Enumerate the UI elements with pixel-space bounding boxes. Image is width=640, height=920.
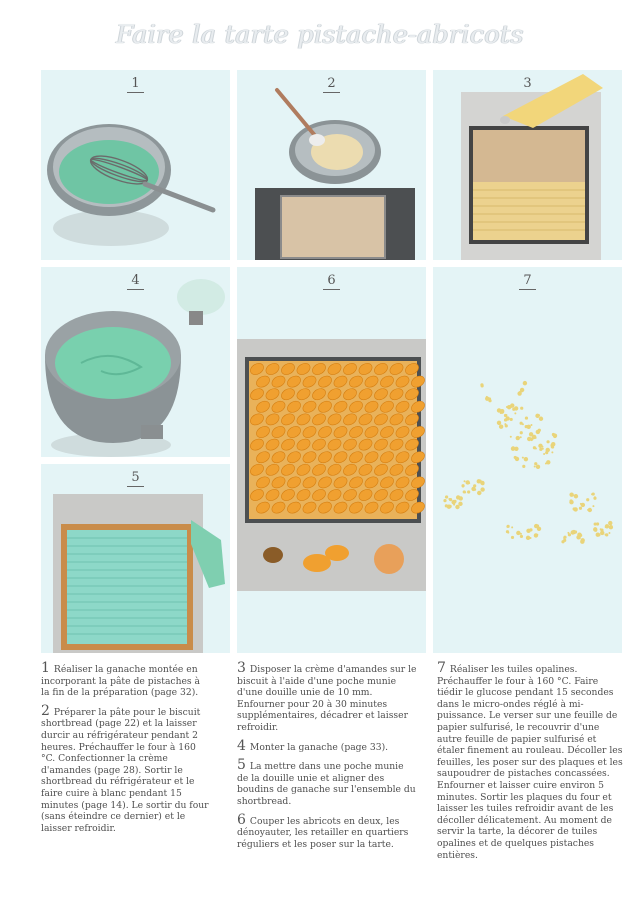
pistachio-crumb [514,447,518,451]
pistachio-crumb [546,440,549,443]
step-2-text: 2 Préparer la pâte pour le biscuit shortbread (page 22) et la laisser durcir au réfrigérateur pendant 2 heures. Préchauffer le four à 160 °C. Confectionner la crème d'amandes (page 28). Sortir le shortbread du réfrigérateur et le faire cuire à blanc pendant 15 minutes (page 14). Le sortir du four (sans éteindre ce dernier) et le laisser refroidir. [41,702,209,834]
pistachio-crumb [497,409,499,411]
pistachio-crumb [516,531,520,535]
pistachio-crumb [449,505,452,508]
pistachio-crumb [467,490,470,493]
pistachio-crumb [586,498,589,501]
pistachio-crumb [535,448,537,450]
photo-step-6 [237,267,426,653]
pistachio-crumb [534,533,538,537]
photo-step-5 [41,464,230,653]
photo-step-1 [41,70,230,260]
pistachio-crumb [504,423,506,425]
step-number-1: 1 [41,76,230,93]
pistachio-crumb [543,453,545,455]
pistachio-crumb [526,536,530,540]
step-number-6: 6 [237,273,426,290]
pistachio-crumb [529,528,532,531]
pistachio-crumb [608,521,612,525]
pistachio-crumb [539,448,542,451]
pistachio-crumb [597,533,600,536]
pistachio-crumb [480,487,484,491]
instructions-column-3 [437,660,623,868]
pistachio-crumb [453,504,455,506]
pistachio-crumb [588,508,592,512]
pistachio-crumb [465,480,469,484]
pistachio-crumb [538,429,541,432]
pistachio-crumb [507,405,511,409]
pistachio-crumb [486,396,488,398]
pistachio-crumb [605,524,609,528]
instructions-column-2 [237,660,417,857]
ganache-piped-tart-illustration [41,464,230,653]
pistachio-crumb [574,494,578,498]
pistachio-crumb [504,418,507,421]
pistachio-crumb [510,418,513,421]
pistachio-crumb [542,448,544,450]
pistachio-crumb [594,529,597,532]
pistachio-crumb [538,444,542,448]
pistachio-crumb [514,456,517,459]
pistachio-crumb [546,460,550,464]
pistachio-crumb [481,384,484,387]
apricot-tart-illustration [237,267,426,653]
pistachio-crumb [522,423,524,425]
pistachio-crumb [609,525,613,529]
pistachio-crumb [534,465,536,467]
instructions-column-1 [41,660,209,841]
pistachio-crumb [471,487,475,491]
pistachio-crumb [511,526,513,528]
pistachio-crumb [464,480,466,482]
pistachio-crumb [569,492,573,496]
pistachio-crumb [445,504,448,507]
pistachio-crumb [536,524,539,527]
pistachio-crumb [562,541,564,543]
pistachio-crumb [534,462,537,465]
pistachio-crumb [523,381,527,385]
pistachio-crumb [600,528,602,530]
pistachio-crumb [520,407,523,410]
step-7-text: 7 Réaliser les tuiles opalines. Préchauffer le four à 160 °C. Faire tiédir le glucose pendant 15 secondes dans le micro-ondes réglé à mi-puissance. Le verser sur une feuille de papier sulfurisé, le recouvrir d'une autre feuille de papier sulfurisé et étaler finement au rouleau. Décoller les feuilles, les poser sur des plaques et les saupoudrer de pistaches concassées. Enfourner et laisser cuire environ 5 minutes. Sortir les plaques du four et laisser les tuiles refroidir avant de les décoller délicatement. Au moment de servir la tarte, la décorer de tuiles opalines et de quelques pistaches entières. [437,660,623,861]
step-4-text: 4 Monter la ganache (page 33). [237,737,389,754]
pistachio-crumb [573,507,576,510]
photo-step-4 [41,267,230,457]
pistachio-crumb [600,531,604,535]
pistachio-crumb [520,535,523,538]
pistachio-crumb [462,486,464,488]
step-3-text: 3 Disposer la crème d'amandes sur le biscuit à l'aide d'une poche munie d'une douille unie de 10 mm. Enfourner pour 20 à 30 minutes supplémentaires, décadrer et laisser refroidir. [237,660,417,733]
pistachio-crumb [512,408,515,411]
pistachio-crumb [505,414,507,416]
pistachio-crumb [605,534,607,536]
pistachio-crumb [464,491,466,493]
pistachio-crumb [580,540,584,544]
pistachio-crumb [500,410,504,414]
pistachio-crumb [524,457,528,461]
pistachio-crumb [488,399,491,402]
pistachio-crumb [459,496,463,500]
pistachio-crumb [530,424,532,426]
pistachio-crumb [546,448,550,452]
pistachio-crumb [608,532,610,534]
step-number-5: 5 [41,470,230,487]
pistachio-crumb [539,417,543,421]
pistachio-crumb [592,505,594,507]
pistachio-crumb [522,465,525,468]
pistachio-crumb [477,491,481,495]
photo-step-3 [433,70,622,260]
step-1-text: 1 Réaliser la ganache montée en incorporant la pâte de pistaches à la fin de la préparation (page 32). [41,660,201,699]
pistachio-crumb [581,503,585,507]
pistachio-crumb [571,530,575,534]
pistachio-crumb [553,435,556,438]
photo-step-2 [237,70,426,260]
pistachio-crumb [594,496,596,498]
bowl-whisk-illustration [41,70,230,260]
pistachio-crumb [516,436,520,440]
pistachio-crumb [536,465,540,469]
bowl-shortbread-illustration [237,70,426,260]
pistachio-crumb [550,444,553,447]
pistachio-crumb [478,480,481,483]
pistachio-crumb [563,537,565,539]
step-6-text: 6 Couper les abricots en deux, les dénoyauter, les retailler en quartiers réguliers et les poser sur la tarte. [237,811,409,850]
pistachio-crumb [481,482,484,485]
pistachio-crumb [529,432,533,436]
pistachio-crumb [568,533,571,536]
pistachio-crumb [510,436,512,438]
step-number-3: 3 [433,76,622,93]
pistachio-crumb [525,416,528,419]
pistachio-crumb [594,522,597,525]
pistachio-crumb [497,421,501,425]
pistachio-crumb [455,505,459,509]
pistachio-crumb [579,507,582,510]
step-5-text: 5 La mettre dans une poche munie de la douille unie et aligner des boudins de ganache sur l'ensemble du shortbread. [237,757,416,807]
pistachio-crumb [551,451,553,453]
pistachio-crumb [520,436,522,438]
pistachio-crumb [591,493,593,495]
step-number-2: 2 [237,76,426,93]
pistachio-crumb [569,499,572,502]
pistachio-crumb [507,532,509,534]
pistachio-crumb [499,425,503,429]
step-number-4: 4 [41,273,230,290]
pistachio-crumb [522,457,524,459]
pistachio-crumb [535,414,539,418]
pistachio-crumb [445,496,447,498]
pistachio-crumb [520,388,524,392]
step-number-7: 7 [433,273,622,290]
pistachio-crumb [506,526,508,528]
pistachio-crumb [531,439,533,441]
page-title: Faire la tarte pistache-abricots [116,20,524,49]
pistachio-crumb [517,391,521,395]
pistachio-crumb [443,499,446,502]
pistachio-crumb [526,425,528,427]
shortbread-almond-cream-illustration [433,70,622,260]
pistachio-crumb [453,500,456,503]
bowl-ganache-illustration [41,267,230,457]
pistachio-crumb [511,536,514,539]
photo-step-7 [433,267,622,653]
pistachio-crumb [512,446,515,449]
pistachio-tuile-illustration [433,267,622,653]
pistachio-crumb [579,534,582,537]
pistachio-crumb [448,498,450,500]
pistachio-crumb [520,431,523,434]
pistachio-crumb [514,412,516,414]
